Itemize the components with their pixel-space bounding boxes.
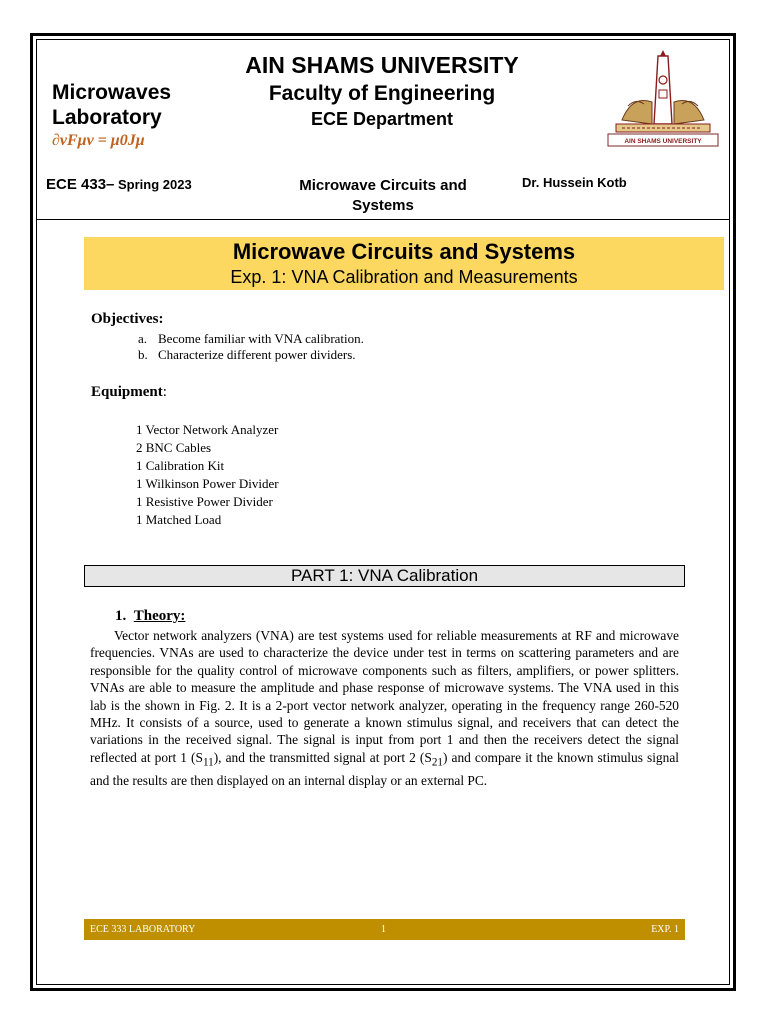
list-item: 1 Vector Network Analyzer <box>136 422 279 437</box>
objectives-list <box>138 331 364 363</box>
theory-text-c: ) and compare it the known stimulus signal and the results are then displayed on an internal display or an external PC. <box>90 749 679 788</box>
s21-subscript: 21 <box>431 756 443 769</box>
list-item <box>138 347 364 363</box>
list-item: 1 Matched Load <box>136 512 222 527</box>
footer-right: EXP. 1 <box>651 924 679 935</box>
department-name: ECE Department <box>310 109 454 129</box>
experiment-banner <box>84 237 724 290</box>
footer-left: ECE 333 LABORATORY <box>90 924 196 935</box>
equipment-list <box>136 421 279 529</box>
equipment-heading <box>91 384 167 401</box>
course-code-text: ECE 433– <box>46 176 115 193</box>
university-logo <box>602 50 726 150</box>
banner-subtitle: Exp. 1: VNA Calibration and Measurements <box>230 267 578 287</box>
list-item: 1 Calibration Kit <box>136 458 225 473</box>
objectives-heading: Objectives: <box>91 311 164 327</box>
maxwell-equation: ∂νFμν = μ0Jμ <box>52 132 145 149</box>
s11-subscript: 11 <box>202 756 214 769</box>
equipment-heading-text: Equipment <box>91 384 163 400</box>
faculty-name: Faculty of Engineering <box>268 82 496 105</box>
header-divider <box>36 219 730 220</box>
theory-paragraph <box>90 627 679 789</box>
list-item: 2 BNC Cables <box>136 440 212 455</box>
list-marker: a. <box>138 331 148 346</box>
page-number: 1 <box>381 924 386 935</box>
list-marker: b. <box>138 347 148 362</box>
list-item <box>138 331 364 347</box>
list-item-text: Characterize different power dividers. <box>158 347 356 362</box>
lab-title <box>52 80 171 130</box>
university-name: AIN SHAMS UNIVERSITY <box>245 52 519 78</box>
theory-heading <box>115 608 185 625</box>
instructor-name: Dr. Hussein Kotb <box>522 175 627 190</box>
page-footer <box>84 919 685 940</box>
course-code <box>46 176 192 193</box>
list-item: 1 Wilkinson Power Divider <box>136 476 279 491</box>
theory-text-a: Vector network analyzers (VNA) are test systems used for reliable measurements at RF and microwave frequencies. VNAs are used to characterize the device under test in terms on scattering parameters and are responsible for the quality control of microwave components such as filters, amplifiers, or power splitters. VNAs are able to measure the amplitude and phase response of microwave systems. The VNA used in this lab is the shown in Fig. 2. It is a 2-port vector network analyzer, operating in the frequency range 260-520 MHz. It consists of a source, used to generate a known stimulus signal, and receivers that can detect the variations in the received signal. The signal is input from port 1 and then the receivers detect the signal reflected at port 1 (S <box>90 628 679 765</box>
course-name: Microwave Circuits and Systems <box>299 177 467 214</box>
banner-title: Microwave Circuits and Systems <box>232 239 576 264</box>
theory-text-b: ), and the transmitted signal at port 2 (S <box>213 749 432 765</box>
lab-title-line1: Microwaves <box>52 81 172 104</box>
lab-title-line2: Laboratory <box>52 106 162 129</box>
list-item-text: Become familiar with VNA calibration. <box>158 331 364 346</box>
part1-title: PART 1: VNA Calibration <box>84 565 685 587</box>
logo-caption: AIN SHAMS UNIVERSITY <box>624 138 702 145</box>
course-term: Spring 2023 <box>114 177 192 192</box>
theory-heading-text: Theory: <box>133 608 186 624</box>
list-item: 1 Resistive Power Divider <box>136 494 273 509</box>
equipment-heading-colon: : <box>162 384 167 400</box>
theory-number: 1. <box>115 608 127 624</box>
